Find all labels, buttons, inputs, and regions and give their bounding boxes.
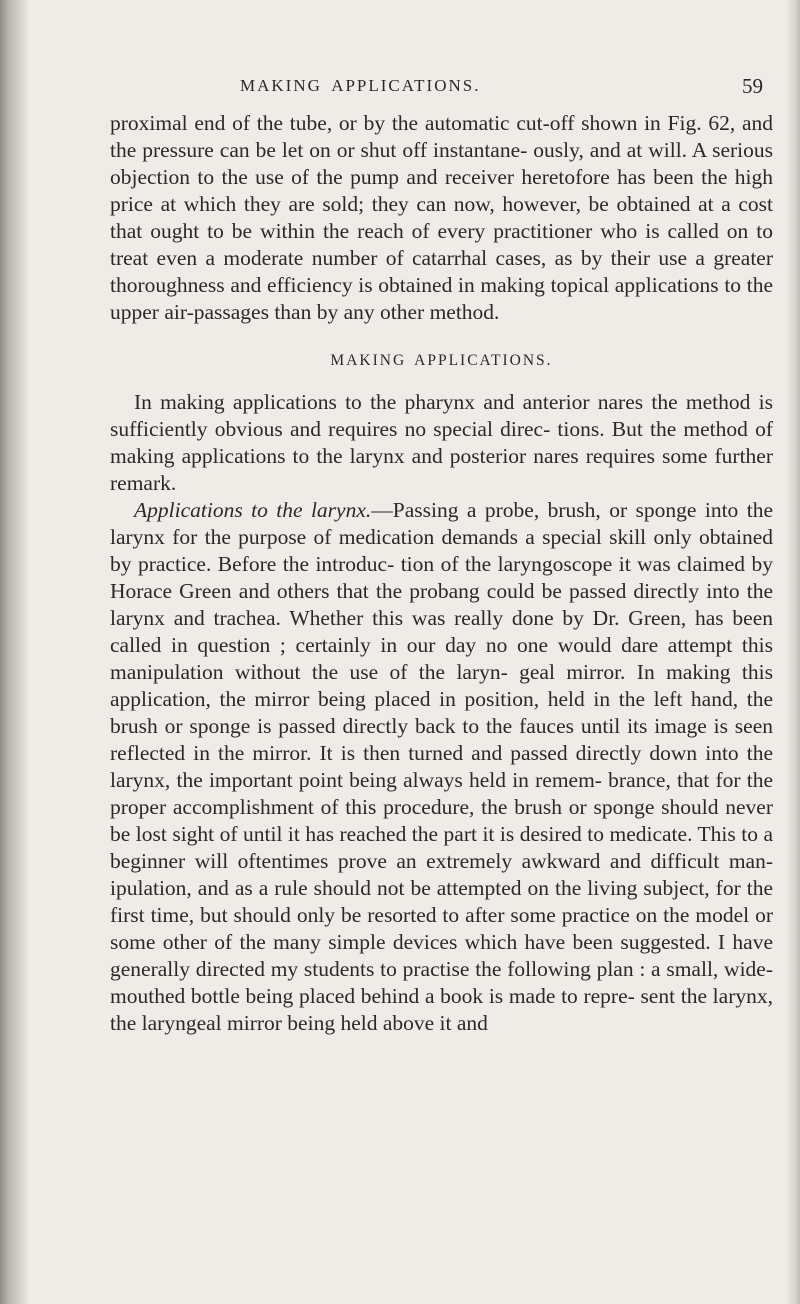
book-spine-shadow (0, 0, 30, 1304)
book-page (110, 76, 773, 1037)
body-text (110, 110, 773, 1037)
paragraph-3-body: —Passing a probe, brush, or sponge into the larynx for the purpose of medication demands a special skill only obtained by practice. Before the introduc- tion of the laryngoscope it was claimed by Horace Green and others that the probang could be passed directly into the larynx and trachea. Whether this was really done by Dr. Green, has been called in question ; certainly in our day no one would dare attempt this manipulation without the use of the laryn- geal mirror. In making this application, the mirror being placed in position, held in the left hand, the brush or sponge is passed directly back to the fauces until its image is seen reflected in the mirror. It is then turned and passed directly down into the larynx, the important point being always held in remem- brance, that for the proper accomplishment of this procedure, the brush or sponge should never be lost sight of until it has reached the part it is desired to medicate. This to a beginner will oftentimes prove an extremely awkward and difficult man- ipulation, and as a rule should not be attempted on the living subject, for the first time, but should only be resorted to after some practice on the model or some other of the many simple devices which have been suggested. I have generally directed my students to practise the following plan : a small, wide- mouthed bottle being placed behind a book is made to repre- sent the larynx, the laryngeal mirror being held above it and (110, 498, 774, 1035)
page-number: 59 (742, 74, 763, 98)
section-heading: MAKING APPLICATIONS. (330, 352, 553, 369)
running-head-title: MAKING APPLICATIONS. (240, 76, 481, 95)
paragraph-3-italic-lead: Applications to the larynx. (134, 498, 372, 522)
paragraph-2: In making applications to the pharynx and anterior nares the method is sufficiently obvious and requires no special direc- tions. But the method of making applications to the larynx and posterior nares requires some further remark. (110, 390, 773, 495)
paragraph-1: proximal end of the tube, or by the automatic cut-off shown in Fig. 62, and the pressure can be let on or shut off instantane- ously, and at will. A serious objection to the use of the pump and receiver heretofore has been the high price at which they are sold; they can now, however, be obtained at a cost that ought to be within the reach of every practitioner who is called on to treat even a moderate number of catarrhal cases, as by their use a greater thoroughness and efficiency is obtained in making topical applications to the upper air-passages than by any other method. (110, 111, 773, 324)
page-edge (786, 0, 800, 1304)
running-head (110, 76, 773, 110)
paragraph-3 (110, 497, 773, 1037)
